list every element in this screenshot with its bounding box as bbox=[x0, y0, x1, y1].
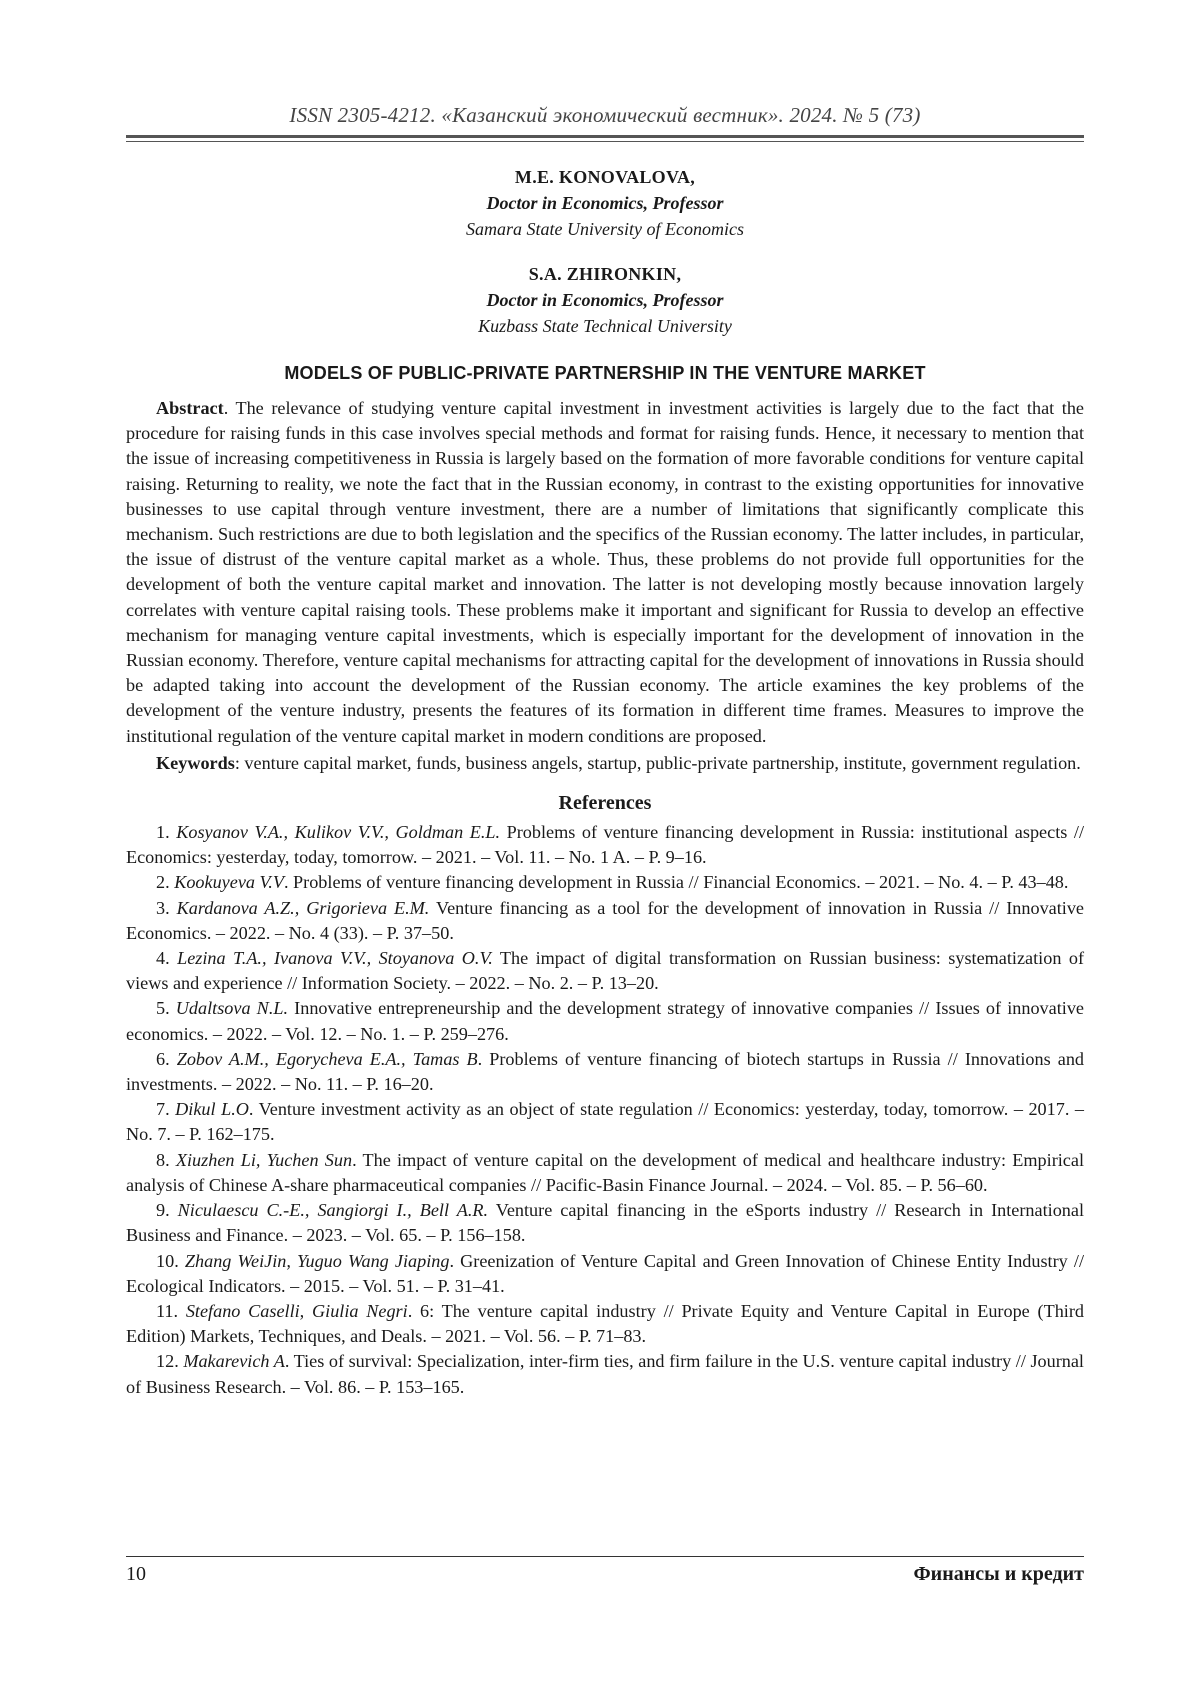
reference-number: 1. bbox=[156, 822, 177, 843]
reference-details: . Problems of venture financing development in Russia // Financial Economics. – 2021. – No. 4. – P. 43–48. bbox=[283, 872, 1069, 893]
reference-number: 11. bbox=[156, 1300, 186, 1321]
reference-details: Venture capital financing in the eSports industry // Research in International Business and Finance. – 2023. – Vol. 65. – P. 156–158. bbox=[126, 1200, 1085, 1246]
author-name: M.E. KONOVALOVA, bbox=[514, 167, 696, 187]
reference-details: . Ties of survival: Specialization, inter-firm ties, and firm failure in the U.S. venture capital industry // Journal of Business Research. – Vol. 86. – P. 153–165. bbox=[126, 1351, 1084, 1397]
reference-item bbox=[126, 820, 1084, 870]
keywords-label: Keywords bbox=[156, 752, 235, 773]
abstract-text: . The relevance of studying venture capital investment in investment activities is largely due to the fact that the procedure for raising funds in this case involves special methods and format for raising funds. Hence, it necessary to mention that the issue of increasing competitiveness in Russia is largely based on the formation of more favorable conditions for venture capital raising. Returning to reality, we note the fact that in the Russian economy, in contrast to the existing opportunities for innovative businesses to use capital through venture investment, there are a number of limitations that significantly complicate this mechanism. Such restrictions are due to both legislation and the specifics of the Russian economy. The latter includes, in particular, the issue of distrust of the venture capital market as a whole. Thus, these problems do not provide full opportunities for the development of both the venture capital market and innovation. The latter is not developing mostly because innovation largely correlates with venture capital raising tools. These problems make it important and significant for Russia to develop an effective mechanism for managing venture capital investments, which is especially important for the development of innovation in the Russian economy. Therefore, venture capital mechanisms for attracting capital for the development of innovations in Russia should be adapted taking into account the development of the Russian economy. The article examines the key problems of the development of the venture industry, presents the features of its formation in different time frames. Measures to improve the institutional regulation of the venture capital market in modern conditions are proposed. bbox=[126, 398, 1084, 746]
reference-item bbox=[126, 996, 1084, 1046]
author-affiliation: Kuzbass State Technical University bbox=[478, 316, 732, 336]
paper-title: MODELS OF PUBLIC-PRIVATE PARTNERSHIP IN THE VENTURE MARKET bbox=[284, 363, 926, 383]
reference-authors: Dikul L.O bbox=[175, 1099, 249, 1120]
reference-authors: Kosyanov V.A., Kulikov V.V., Goldman E.L. bbox=[176, 822, 501, 843]
author-degree: Doctor in Economics, Professor bbox=[486, 290, 724, 310]
reference-number: 12. bbox=[156, 1351, 184, 1372]
reference-authors: Kardanova A.Z., Grigorieva E.M. bbox=[176, 897, 430, 918]
reference-details: . The impact of venture capital on the development of medical and healthcare industry: Empirical analysis of Chinese A-share pharmaceutical companies // Pacific-Basin Finance Journal. – 2024. – Vol. 85. – P. 56–60. bbox=[126, 1149, 1084, 1195]
keywords-paragraph bbox=[126, 751, 1084, 776]
reference-item bbox=[126, 1148, 1084, 1198]
reference-item bbox=[126, 1249, 1084, 1299]
reference-details: . Greenization of Venture Capital and Green Innovation of Chinese Entity Industry // Ecological Indicators. – 2015. – Vol. 51. – P. 31–41. bbox=[126, 1250, 1085, 1296]
abstract-label: Abstract bbox=[156, 398, 224, 418]
reference-list bbox=[126, 820, 1084, 1400]
reference-authors: Lezina T.A., Ivanova V.V., Stoyanova O.V. bbox=[177, 948, 493, 969]
reference-details: The impact of digital transformation on Russian business: systematization of views and experience // Information Society. – 2022. – No. 2. – P. 13–20. bbox=[126, 948, 1084, 994]
reference-number: 8. bbox=[156, 1149, 176, 1170]
reference-details: Innovative entrepreneurship and the development strategy of innovative companies // Issues of innovative economics. – 2022. – Vol. 12. – No. 1. – P. 259–276. bbox=[126, 998, 1084, 1044]
reference-details: Venture financing as a tool for the development of innovation in Russia // Innovative Economics. – 2022. – No. 4 (33). – P. 37–50. bbox=[126, 897, 1085, 943]
references-heading: References bbox=[558, 792, 652, 815]
reference-number: 5. bbox=[156, 998, 176, 1019]
reference-item bbox=[126, 1349, 1084, 1399]
reference-number: 4. bbox=[156, 948, 178, 969]
reference-item bbox=[126, 1198, 1084, 1248]
reference-authors: Niculaescu C.-E., Sangiorgi I., Bell A.R. bbox=[177, 1200, 489, 1221]
reference-number: 7. bbox=[156, 1099, 176, 1120]
reference-authors: Zhang WeiJin, Yuguo Wang Jiaping bbox=[184, 1250, 450, 1271]
reference-item bbox=[126, 896, 1084, 946]
page-number: 10 bbox=[126, 1563, 146, 1585]
author-degree: Doctor in Economics, Professor bbox=[486, 193, 724, 213]
reference-authors: Xiuzhen Li, Yuchen Sun bbox=[175, 1149, 353, 1170]
reference-authors: Udaltsova N.L. bbox=[175, 998, 289, 1019]
author-name: S.A. ZHIRONKIN, bbox=[528, 264, 682, 284]
reference-item bbox=[126, 1299, 1084, 1349]
reference-item bbox=[126, 946, 1084, 996]
reference-number: 9. bbox=[156, 1200, 178, 1221]
reference-authors: Stefano Caselli, Giulia Negri bbox=[185, 1300, 408, 1321]
journal-section: Финансы и кредит bbox=[913, 1563, 1084, 1585]
article-page bbox=[126, 100, 1084, 1400]
author-block bbox=[126, 164, 1084, 242]
reference-authors: Makarevich A bbox=[183, 1351, 285, 1372]
reference-number: 10. bbox=[156, 1250, 185, 1271]
reference-number: 6. bbox=[156, 1048, 177, 1069]
header-rule bbox=[126, 135, 1084, 142]
reference-details: . Problems of venture financing of biotech startups in Russia // Innovations and investments. – 2022. – No. 11. – P. 16–20. bbox=[126, 1048, 1085, 1095]
reference-authors: Zobov A.M., Egorycheva E.A., Tamas B bbox=[176, 1048, 478, 1069]
abstract-paragraph bbox=[126, 396, 1084, 749]
page-footer bbox=[126, 1556, 1084, 1586]
keywords-text: : venture capital market, funds, business angels, startup, public-private partnership, institute, government regulation. bbox=[234, 752, 1081, 773]
reference-item bbox=[126, 870, 1084, 895]
reference-details: . Venture investment activity as an object of state regulation // Economics: yesterday, today, tomorrow. – 2017. – No. 7. – P. 162–175. bbox=[126, 1099, 1084, 1145]
author-affiliation: Samara State University of Economics bbox=[466, 219, 744, 239]
reference-number: 3. bbox=[156, 897, 177, 918]
reference-item bbox=[126, 1097, 1084, 1147]
reference-details: Problems of venture financing development in Russia: institutional aspects // Economics: yesterday, today, tomorrow. – 2021. – Vol. 11. – No. 1 A. – P. 9–16. bbox=[126, 822, 1085, 868]
author-block bbox=[126, 261, 1084, 339]
reference-item bbox=[126, 1047, 1084, 1097]
reference-number: 2. bbox=[156, 872, 175, 893]
reference-authors: Kookuyeva V.V bbox=[174, 872, 284, 893]
running-header: ISSN 2305-4212. «Казанский экономический вестник». 2024. № 5 (73) bbox=[289, 103, 921, 127]
reference-details: . 6: The venture capital industry // Private Equity and Venture Capital in Europe (Third Edition) Markets, Techniques, and Deals. – 2021. – Vol. 56. – P. 71–83. bbox=[126, 1300, 1084, 1347]
